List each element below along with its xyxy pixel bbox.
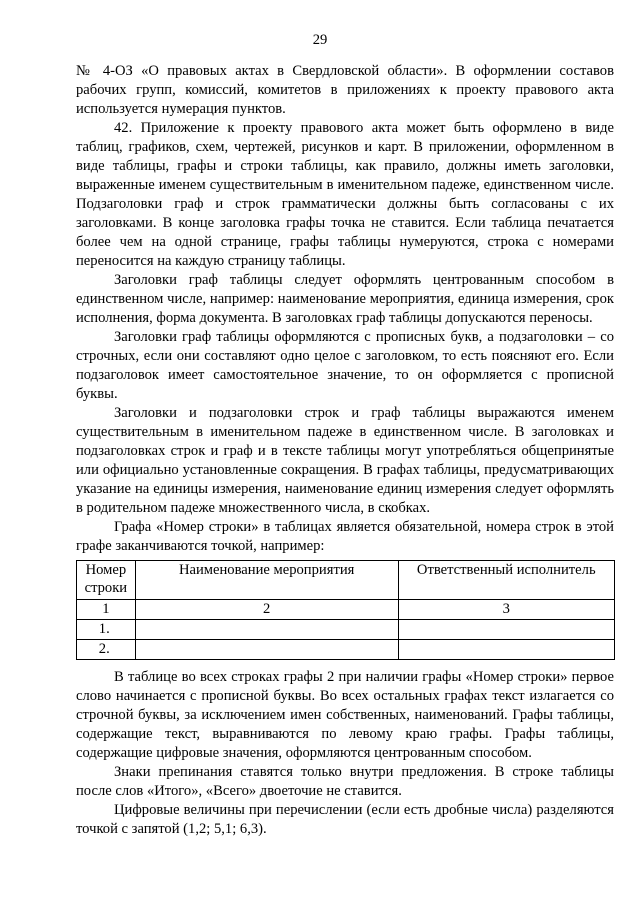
column-number-cell: 2 xyxy=(135,600,398,620)
table-cell: 1. xyxy=(77,620,136,640)
example-table xyxy=(76,560,615,660)
header-cell-responsible: Ответственный исполнитель xyxy=(398,561,614,600)
column-number-cell: 1 xyxy=(77,600,136,620)
paragraph: № 4-ОЗ «О правовых актах в Свердловской области». В оформлении составов рабочих групп, комиссий, комитетов в приложениях к проекту правового акта используется нумерация пунктов. xyxy=(76,63,614,117)
header-cell-event-name: Наименование мероприятия xyxy=(135,561,398,600)
table-column-numbers-row xyxy=(77,600,615,620)
text-block-top xyxy=(76,62,614,556)
header-cell-row-number: Номер строки xyxy=(77,561,136,600)
paragraph: Знаки препинания ставятся только внутри предложения. В строке таблицы после слов «Итого», «Всего» двоеточие не ставится. xyxy=(76,764,614,799)
table-cell: 2. xyxy=(77,640,136,660)
paragraph: Заголовки и подзаголовки строк и граф таблицы выражаются именем существительным в именительном падеже в единственном числе. В заголовках и подзаголовках строк и граф и в тексте таблицы могут употребляться общепринятые или официально установленные сокращения. В графах таблицы, предусматривающих указание на единицы измерения, наименование единиц измерения следует оформлять в родительном падеже множественного числа, в скобках. xyxy=(76,405,614,516)
page-number: 29 xyxy=(312,32,328,48)
paragraph: Графа «Номер строки» в таблицах является обязательной, номера строк в этой графе заканчиваются точкой, например: xyxy=(76,519,614,554)
table-row xyxy=(77,620,615,640)
paragraph: Заголовки граф таблицы оформляются с прописных букв, а подзаголовки – со строчных, если они составляют одно целое с заголовком, то есть поясняют его. Если подзаголовок имеет самостоятельное значение, то он оформляется с прописной буквы. xyxy=(76,329,614,402)
table-cell xyxy=(398,640,614,660)
text-block-bottom xyxy=(76,668,614,839)
table-cell xyxy=(135,640,398,660)
paragraph: Заголовки граф таблицы следует оформлять центрованным способом в единственном числе, например: наименование мероприятия, единица измерения, срок исполнения, форма документа. В заголовках граф таблицы допускаются переносы. xyxy=(76,272,614,326)
table-header-row xyxy=(77,561,615,600)
paragraph: 42. Приложение к проекту правового акта может быть оформлено в виде таблиц, графиков, схем, чертежей, рисунков и карт. В приложении, оформленном в виде таблицы, графы и строки таблицы, как правило, должны иметь заголовки, выраженные именем существительным в именительном падеже, единственном числе. Подзаголовки граф и строк грамматически должны быть согласованы с их заголовками. В конце заголовка графы точка не ставится. Если таблица печатается более чем на одной странице, графы таблицы нумеруются, строка с номерами переносится на каждую страницу таблицы. xyxy=(76,120,614,269)
column-number-cell: 3 xyxy=(398,600,614,620)
paragraph: В таблице во всех строках графы 2 при наличии графы «Номер строки» первое слово начинается с прописной буквы. Во всех остальных графах текст излагается со строчной буквы, за исключением имен собственных, наименований. Графы таблицы, содержащие текст, выравниваются по левому краю графы. Графы таблицы, содержащие цифровые значения, оформляются центрованным способом. xyxy=(76,669,614,761)
table-cell xyxy=(398,620,614,640)
table-row xyxy=(77,640,615,660)
table-cell xyxy=(135,620,398,640)
paragraph: Цифровые величины при перечислении (если есть дробные числа) разделяются точкой с запятой (1,2; 5,1; 6,3). xyxy=(76,802,614,837)
